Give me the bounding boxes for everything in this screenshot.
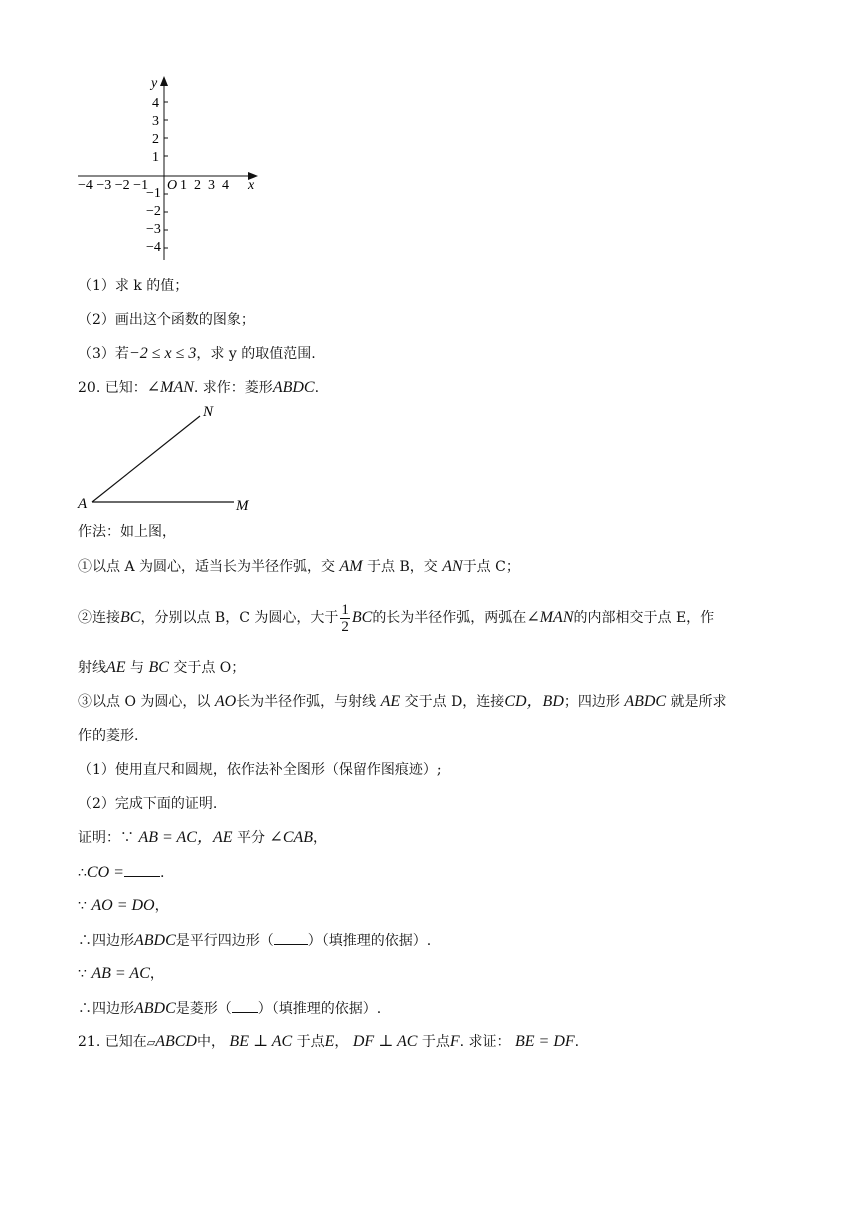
q19-part3-pre: （3）若 [78,346,129,362]
q20-step2-bc3: BC [148,659,169,676]
q21-be: BE ⊥ AC [229,1033,293,1050]
q20-intro [78,378,319,398]
fraction-denominator: 2 [341,618,349,635]
q20-proof1-mid: 平分 [236,830,265,846]
q21-mid2: 于点 [296,1034,325,1050]
q20-step3-ao: AO [214,693,237,710]
x-ticks-positive: 1 2 3 4 [180,178,229,193]
answer-blank-rhombus-reason[interactable] [232,998,258,1013]
q20-proof6 [78,998,381,1019]
q20-proof4-mid: 是平行四边形（ [175,933,274,949]
q20-step2-line2-pre: 射线 [78,660,106,676]
q20-step3-line2: 作的菱形. [78,728,139,744]
q20-intro-pre: 20. 已知： [78,380,147,396]
q20-task1: （1）使用直尺和圆规，依作法补全图形（保留作图痕迹）; [78,762,442,778]
q21-mid5: . 求证： [459,1034,511,1050]
q20-proof4-pre: ∴四边形 [78,933,134,949]
q21-goal: BE = DF [514,1033,575,1050]
y-tick-neg3: −3 [146,222,161,237]
q20-proof1-expr: AB = AC，AE [138,829,233,846]
y-tick-neg1: −1 [146,186,161,201]
q19-part3-expr: −2 ≤ x ≤ 3 [128,345,197,362]
q20-proof3-end: ， [154,898,169,914]
q20-proof4-end: ）（填推理的依据）. [307,933,432,949]
q20-proof1-end: ， [313,830,328,846]
angle-man-figure [74,400,264,520]
q20-intro-end: . [314,380,320,396]
q20-proof1-pre: 证明：∵ [78,830,134,846]
q20-proof2-end: . [159,865,165,881]
q20-proof4-shape: ABDC [134,932,176,949]
q21-f: F [449,1033,460,1050]
y-axis-label: y [151,76,158,91]
q20-step1-end: 于点 C； [462,559,520,575]
q20-step2-end: 的内部相交于点 E，作 [573,610,715,626]
y-tick-4: 4 [152,96,159,111]
q20-proof1-angle: ∠CAB [269,829,314,846]
y-tick-1: 1 [152,150,159,165]
q20-proof5-end: ， [149,966,164,982]
q20-proof6-end: ）（填推理的依据）. [257,1001,382,1017]
q20-step2-ae: AE [106,659,126,676]
coordinate-axes-figure [74,74,264,264]
answer-blank-co[interactable] [124,862,160,877]
q20-step2-bc: BC [120,609,141,626]
q20-proof2 [78,862,164,883]
q20-step3-cd-bd: CD，BD [504,693,564,710]
q21-end: . [574,1034,580,1050]
ray-an [92,416,200,502]
q20-proof2-expr: CO = [86,864,124,881]
q20-step3-shape: ABDC [624,693,667,710]
q20-step1-an: AN [442,558,463,575]
y-axis-arrow [160,76,168,86]
point-a-label: A [78,496,88,512]
x-ticks-negative: −4 −3 −2 −1 [78,178,149,193]
q20-proof3 [78,896,169,916]
q20-step2 [78,598,714,638]
q20-step3-end: 就是所求 [670,694,727,710]
y-tick-neg2: −2 [146,204,161,219]
q20-step1-mid: 于点 B，交 [367,559,438,575]
fraction-numerator: 1 [341,601,349,618]
y-tick-2: 2 [152,132,159,147]
q20-step3-mid3: ；四边形 [563,694,620,710]
q20-intro-shape: ABDC [272,379,315,396]
q20-step1-am: AM [339,558,363,575]
q20-step2-pre: ②连接 [78,610,120,626]
q21-mid1: 中， [196,1034,225,1050]
q20-proof6-shape: ABDC [134,1000,176,1017]
q20-proof1 [78,828,327,848]
q20-proof4 [78,930,431,951]
q20-task2: （2）完成下面的证明. [78,796,218,812]
q20-proof5-expr: AB = AC [91,965,150,982]
q21-df: DF ⊥ AC [352,1033,418,1050]
q20-method: 作法：如上图， [78,524,176,540]
q20-step3 [78,692,727,712]
fraction-one-half [340,602,350,635]
q21-mid4: 于点 [421,1034,450,1050]
q20-step2-line2-end: 交于点 O； [173,660,246,676]
q20-intro-mid: . 求作：菱形 [193,380,273,396]
q20-step2-bc2: BC [351,609,373,626]
q19-part3-post: ，求 y 的取值范围. [196,346,316,362]
answer-blank-parallelogram-reason[interactable] [274,930,308,945]
q20-step1-pre: ①以点 A 为圆心，适当长为半径作弧，交 [78,559,336,575]
q20-proof6-mid: 是菱形（ [175,1001,232,1017]
q21-pre: 21. 已知在 [78,1034,147,1050]
q20-step3-mid2: 交于点 D，连接 [404,694,505,710]
q20-step3-ae: AE [380,693,401,710]
q20-intro-angle: ∠MAN [146,379,194,396]
q21-e: E [324,1033,335,1050]
q20-step3-mid: 长为半径作弧，与射线 [236,694,377,710]
q20-proof5-pre: ∵ [78,966,87,982]
q20-proof6-pre: ∴四边形 [78,1001,134,1017]
q20-step2-line2 [78,658,245,678]
y-tick-3: 3 [152,114,159,129]
q20-proof2-pre: ∴ [78,865,87,881]
q19-part2: （2）画出这个函数的图象； [78,312,255,328]
q21-shape: ABCD [155,1033,197,1050]
point-m-label: M [236,498,249,514]
q20-proof3-pre: ∵ [78,898,87,914]
q21-mid3: ， [334,1034,349,1050]
y-tick-neg4: −4 [146,240,161,255]
q20-proof5 [78,964,164,984]
q20-proof3-expr: AO = DO [91,897,155,914]
point-n-label: N [203,404,214,420]
x-axis-label: x [248,178,255,193]
parallelogram-symbol: ▱ [146,1036,156,1049]
q20-step2-mid2: 的长为半径作弧，两弧在 [372,610,527,626]
origin-label: O [167,178,178,193]
q20-step2-mid: ，分别以点 B，C 为圆心，大于 [140,610,339,626]
q20-step2-line2-mid: 与 [130,660,144,676]
q20-step2-angle: ∠MAN [526,609,574,626]
y-tick-marks [164,102,168,248]
q19-part3 [78,344,316,364]
q19-part1: （1）求 k 的值； [78,278,189,294]
q20-step3-pre: ③以点 O 为圆心，以 [78,694,211,710]
q21-statement [78,1032,579,1053]
q20-step1 [78,557,520,577]
